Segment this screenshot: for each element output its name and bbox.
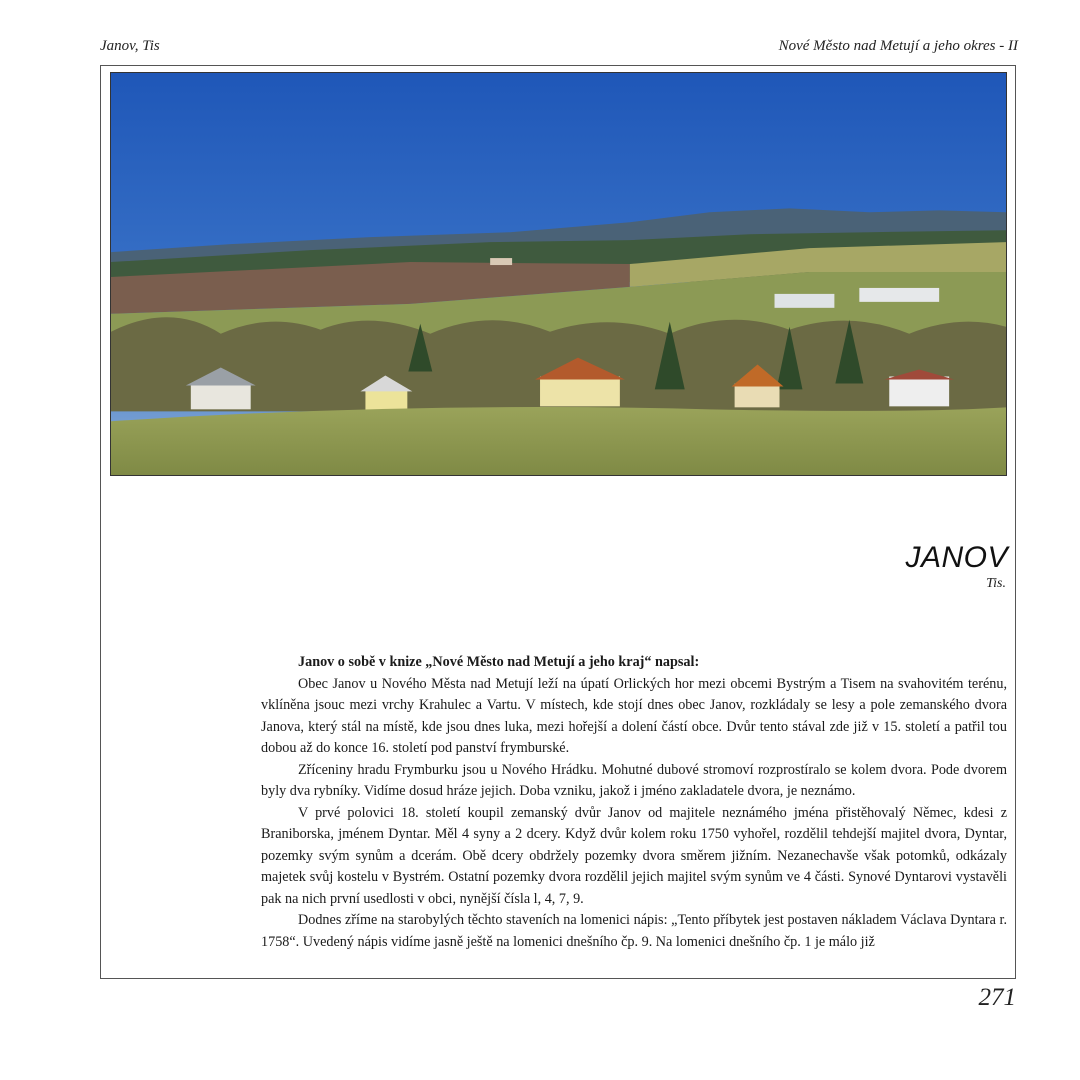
article-subtitle: Tis. [986,576,1006,591]
running-head-right: Nové Město nad Metují a jeho okres - II [778,38,1018,54]
article-body [261,652,1007,953]
page-number: 271 [978,984,1016,1011]
body-paragraph: Zříceniny hradu Frymburku jsou u Nového Hrádku. Mohutné dubové stromoví rozprostíralo se kolem dvora. Pode dvorem byly dva rybníky. Vidíme dosud hráze jejich. Doba vzniku, jakož i jméno zakladatele dvora, je neznámo. [261,761,1007,799]
running-head-left: Janov, Tis [100,38,160,54]
article-title: JANOV [905,541,1008,574]
village-landscape-image [111,73,1006,475]
body-paragraph: V prvé polovici 18. století koupil zemanský dvůr Janov od majitele neznámého jména přistěhovalý Němec, kdesi z Braniborska, jménem Dyntar. Měl 4 syny a 2 dcery. Když dvůr kolem roku 1750 vyhořel, rozdělil tehdejší majitel dvora, Dyntar, pozemky svým synům a dcerám. Obě dcery obdržely pozemky dvora směrem jižním. Nezanechavše však potomků, odkázaly majetek svůj kostelu v Bystrém. Ostatní pozemky dvora rozdělil jejich majitel svým synům ve 4 části. Synové Dyntarovi vystavěli pak na nich první usedlosti v obci, nynější čísla l, 4, 7, 9. [261,804,1007,907]
landscape-photo [110,72,1007,476]
body-paragraph: Dodnes zříme na starobylých těchto staveních na lomenici nápis: „Tento příbytek jest postaven nákladem Václava Dyntara r. 1758“. Uvedený nápis vidíme jasně ještě na lomenici dnešního čp. 9. Na lomenici dnešního čp. 1 je málo již [261,912,1007,950]
article-lead: Janov o sobě v knize „Nové Město nad Metují a jeho kraj“ napsal: [298,654,700,670]
body-paragraph: Obec Janov u Nového Města nad Metují leží na úpatí Orlických hor mezi obcemi Bystrým a Tisem na svahovitém terénu, vklíněna jsouc mezi vrchy Krahulec a Vartu. V místech, kde stojí dnes obec Janov, rozkládaly se lesy a pole zemanského dvora Janova, který stál na místě, kde jsou dnes luka, mezi hořejší a dolení částí obce. Dvůr tento stával zde již v 15. století a patřil tou dobou až do konce 16. století pod panství frymburské. [261,675,1007,756]
